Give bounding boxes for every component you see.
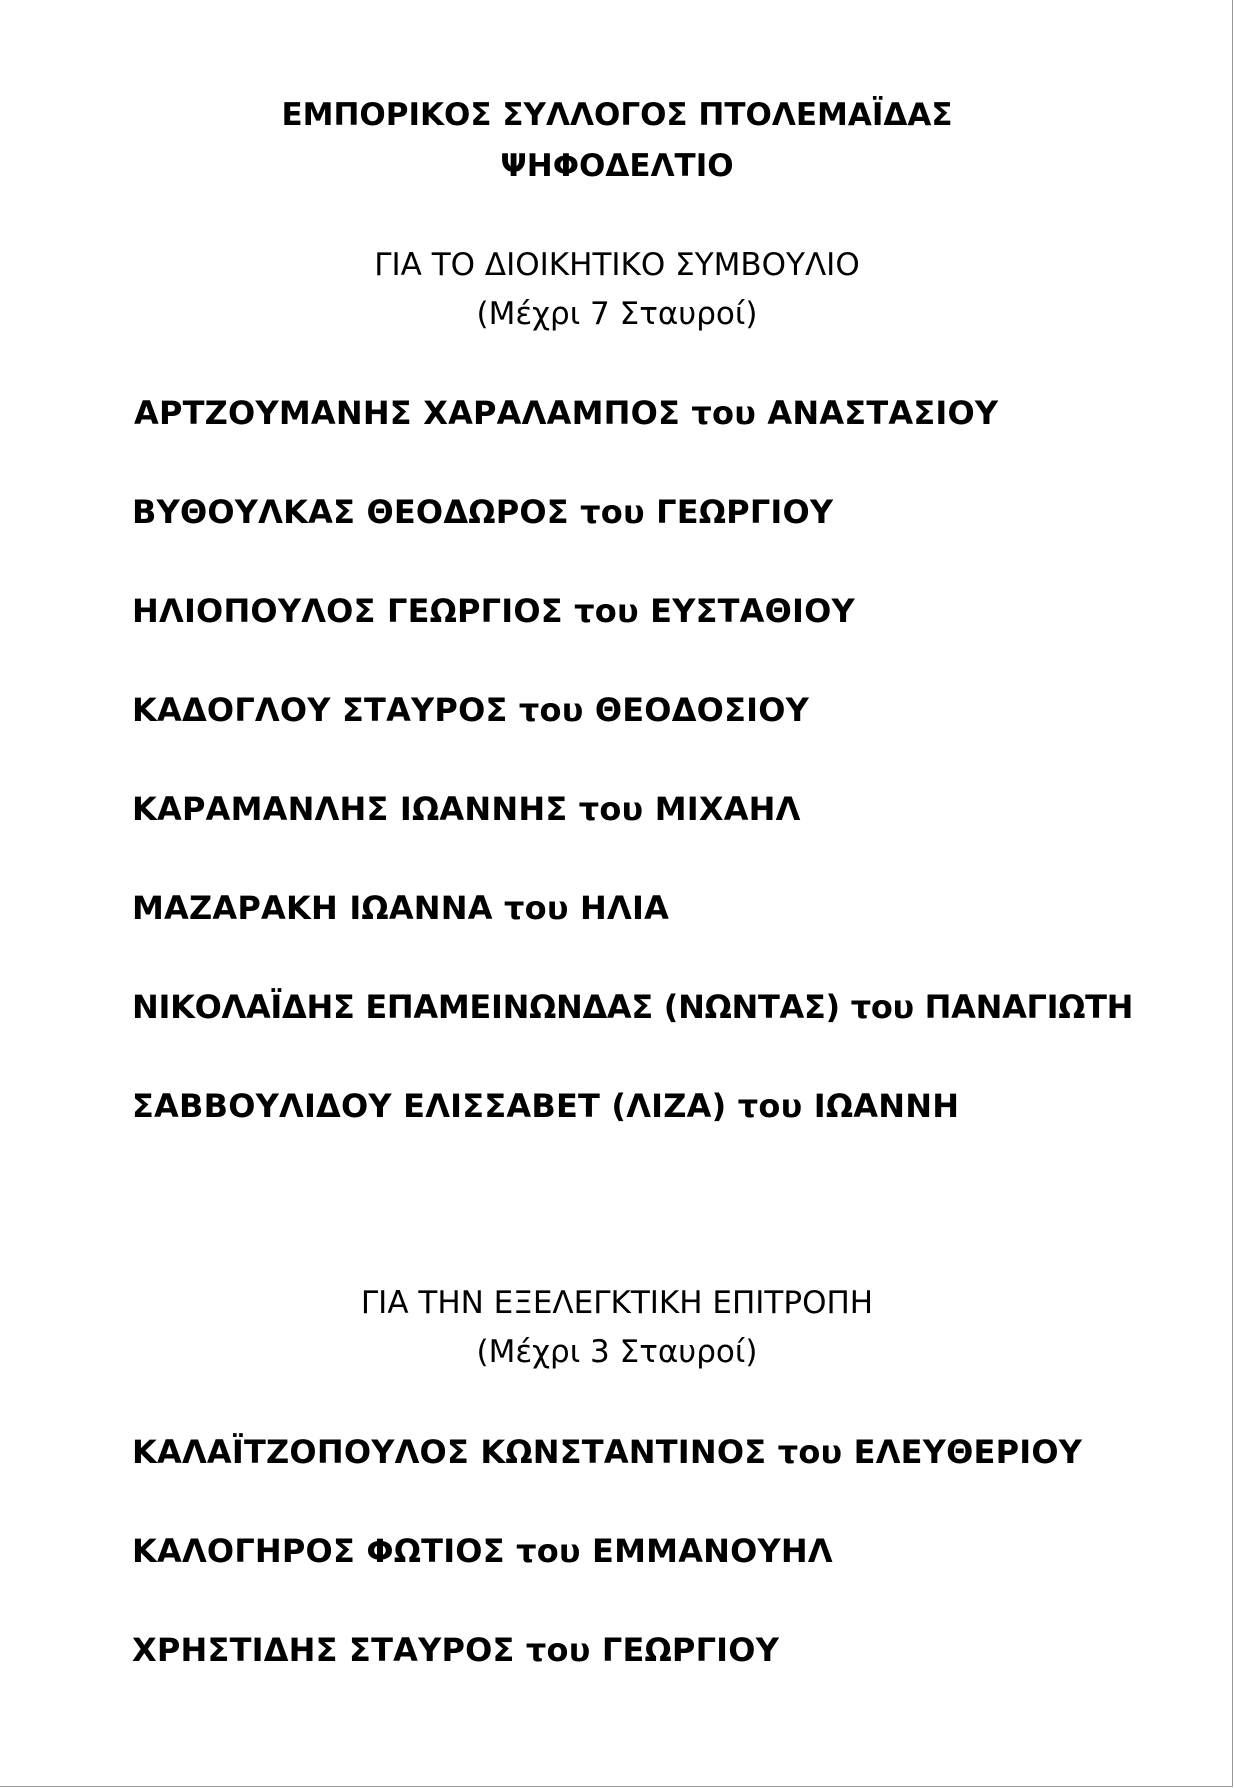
board-candidate: ΝΙΚΟΛΑΪΔΗΣ ΕΠΑΜΕΙΝΩΝΔΑΣ (ΝΩΝΤΑΣ) του ΠΑΝΑΓΙΩΤΗ — [132, 988, 1134, 1026]
board-candidate: ΜΑΖΑΡΑΚΗ ΙΩΑΝΝΑ του ΗΛΙΑ — [132, 889, 670, 927]
audit-section-title: ΓΙΑ ΤΗΝ ΕΞΕΛΕΓΚΤΙΚΗ ΕΠΙΤΡΟΠΗ — [360, 1285, 874, 1321]
document-title: ΨΗΦΟΔΕΛΤΙΟ — [500, 148, 734, 184]
board-candidate: ΚΑΡΑΜΑΝΛΗΣ ΙΩΑΝΝΗΣ του ΜΙΧΑΗΛ — [132, 790, 801, 828]
audit-candidate: ΚΑΛΟΓΗΡΟΣ ΦΩΤΙΟΣ του ΕΜΜΑΝΟΥΗΛ — [132, 1532, 833, 1570]
audit-candidate: ΚΑΛΑΪΤΖΟΠΟΥΛΟΣ ΚΩΝΣΤΑΝΤΙΝΟΣ του ΕΛΕΥΘΕΡΙΟΥ — [132, 1433, 1083, 1471]
board-candidate: ΗΛΙΟΠΟΥΛΟΣ ΓΕΩΡΓΙΟΣ του ΕΥΣΤΑΘΙΟΥ — [132, 592, 855, 630]
audit-candidate: ΧΡΗΣΤΙΔΗΣ ΣΤΑΥΡΟΣ του ΓΕΩΡΓΙΟΥ — [132, 1631, 780, 1669]
board-candidate: ΑΡΤΖΟΥΜΑΝΗΣ ΧΑΡΑΛΑΜΠΟΣ του ΑΝΑΣΤΑΣΙΟΥ — [134, 394, 999, 432]
board-candidate: ΣΑΒΒΟΥΛΙΔΟΥ ΕΛΙΣΣΑΒΕΤ (ΛΙΖΑ) του ΙΩΑΝΝΗ — [132, 1087, 960, 1125]
board-section-title: ΓΙΑ ΤΟ ΔΙΟΙΚΗΤΙΚΟ ΣΥΜΒΟΥΛΙΟ — [374, 247, 860, 283]
organization-name: ΕΜΠΟΡΙΚΟΣ ΣΥΛΛΟΓΟΣ ΠΤΟΛΕΜΑΪΔΑΣ — [281, 97, 953, 133]
audit-section-limit: (Μέχρι 3 Σταυροί) — [476, 1334, 758, 1370]
board-candidate: ΒΥΘΟΥΛΚΑΣ ΘΕΟΔΩΡΟΣ του ΓΕΩΡΓΙΟΥ — [132, 493, 834, 531]
board-candidate: ΚΑΔΟΓΛΟΥ ΣΤΑΥΡΟΣ του ΘΕΟΔΟΣΙΟΥ — [132, 691, 810, 729]
board-section-limit: (Μέχρι 7 Σταυροί) — [476, 296, 758, 332]
